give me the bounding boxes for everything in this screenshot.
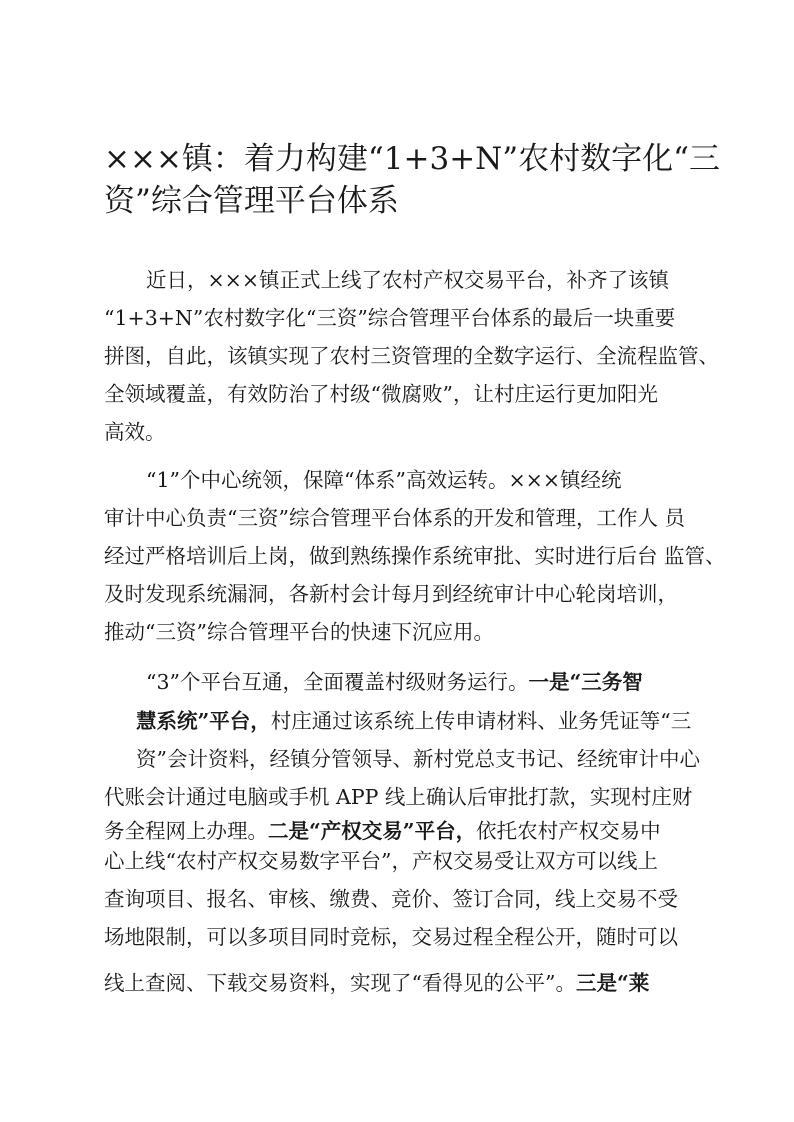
para2-line-3: 经过严格培训后上岗，做到熟练操作系统审批、实时进行后台 监管、 [104,544,726,568]
para3-line-5-text-2: 依托农村产权交易中 [476,819,661,843]
para2-line-2: 审计中心负责“三资”综合管理平台体系的开发和管理，工作人 员 [104,506,685,530]
platform-three-heading: 三是“莱 [575,971,650,995]
para3-line-9 [104,969,649,997]
para3-line-8: 场地限制，可以多项目同时竞标，交易过程全程公开，随时可以 [104,925,678,949]
para3-line-5 [104,817,661,845]
document-title-line-2: 资”综合管理平台体系 [104,183,399,219]
para1-line-3: 拼图，自此，该镇实现了农村三资管理的全数字运行、全流程监管、 [104,344,719,368]
para2-line-5: 推动“三资”综合管理平台的快速下沉应用。 [104,620,494,644]
para1-line-5: 高效。 [104,420,166,444]
para3-line-3: 资”会计资料，经镇分管领导、新村党总支书记、经统审计中心 [136,747,700,771]
para3-line-6: 心上线“农村产权交易数字平台”，产权交易受让双方可以线上 [104,849,658,873]
para3-line-2-text: 村庄通过该系统上传申请材料、业务凭证等“三 [270,709,692,733]
para2-line-4: 及时发现系统漏洞，各新村会计每月到经统审计中心轮岗培训， [104,582,678,606]
para2-line-1: “1”个中心统领，保障“体系”高效运转。×××镇经统 [146,468,622,492]
para3-line-2 [136,707,691,735]
document-title-line-1: ×××镇：着力构建“1+3+N”农村数字化“三 [104,141,720,177]
para3-line-7: 查询项目、报名、审核、缴费、竞价、签订合同，线上交易不受 [104,887,678,911]
para3-line-5-text: 务全程网上办理。 [104,819,268,843]
para3-line-1 [146,668,643,696]
para3-line-9-text: 线上查阅、下载交易资料，实现了“看得见的公平”。 [104,971,576,995]
platform-one-heading: 一是“三务智 [528,670,643,694]
platform-one-heading-cont: 慧系统”平台， [136,709,271,733]
para1-line-4: 全领域覆盖，有效防治了村级“微腐败”，让村庄运行更加阳光 [104,382,658,406]
platform-two-heading: 二是“产权交易”平台， [268,819,477,843]
para3-line-4: 代账会计通过电脑或手机 APP 线上确认后审批打款，实现村庄财 [104,785,693,809]
para1-line-1: 近日，×××镇正式上线了农村产权交易平台，补齐了该镇 [146,268,670,292]
para1-line-2: “1+3+N”农村数字化“三资”综合管理平台体系的最后一块重要 [104,306,676,330]
para3-line-1-text: “3”个平台互通，全面覆盖村级财务运行。 [146,670,529,694]
